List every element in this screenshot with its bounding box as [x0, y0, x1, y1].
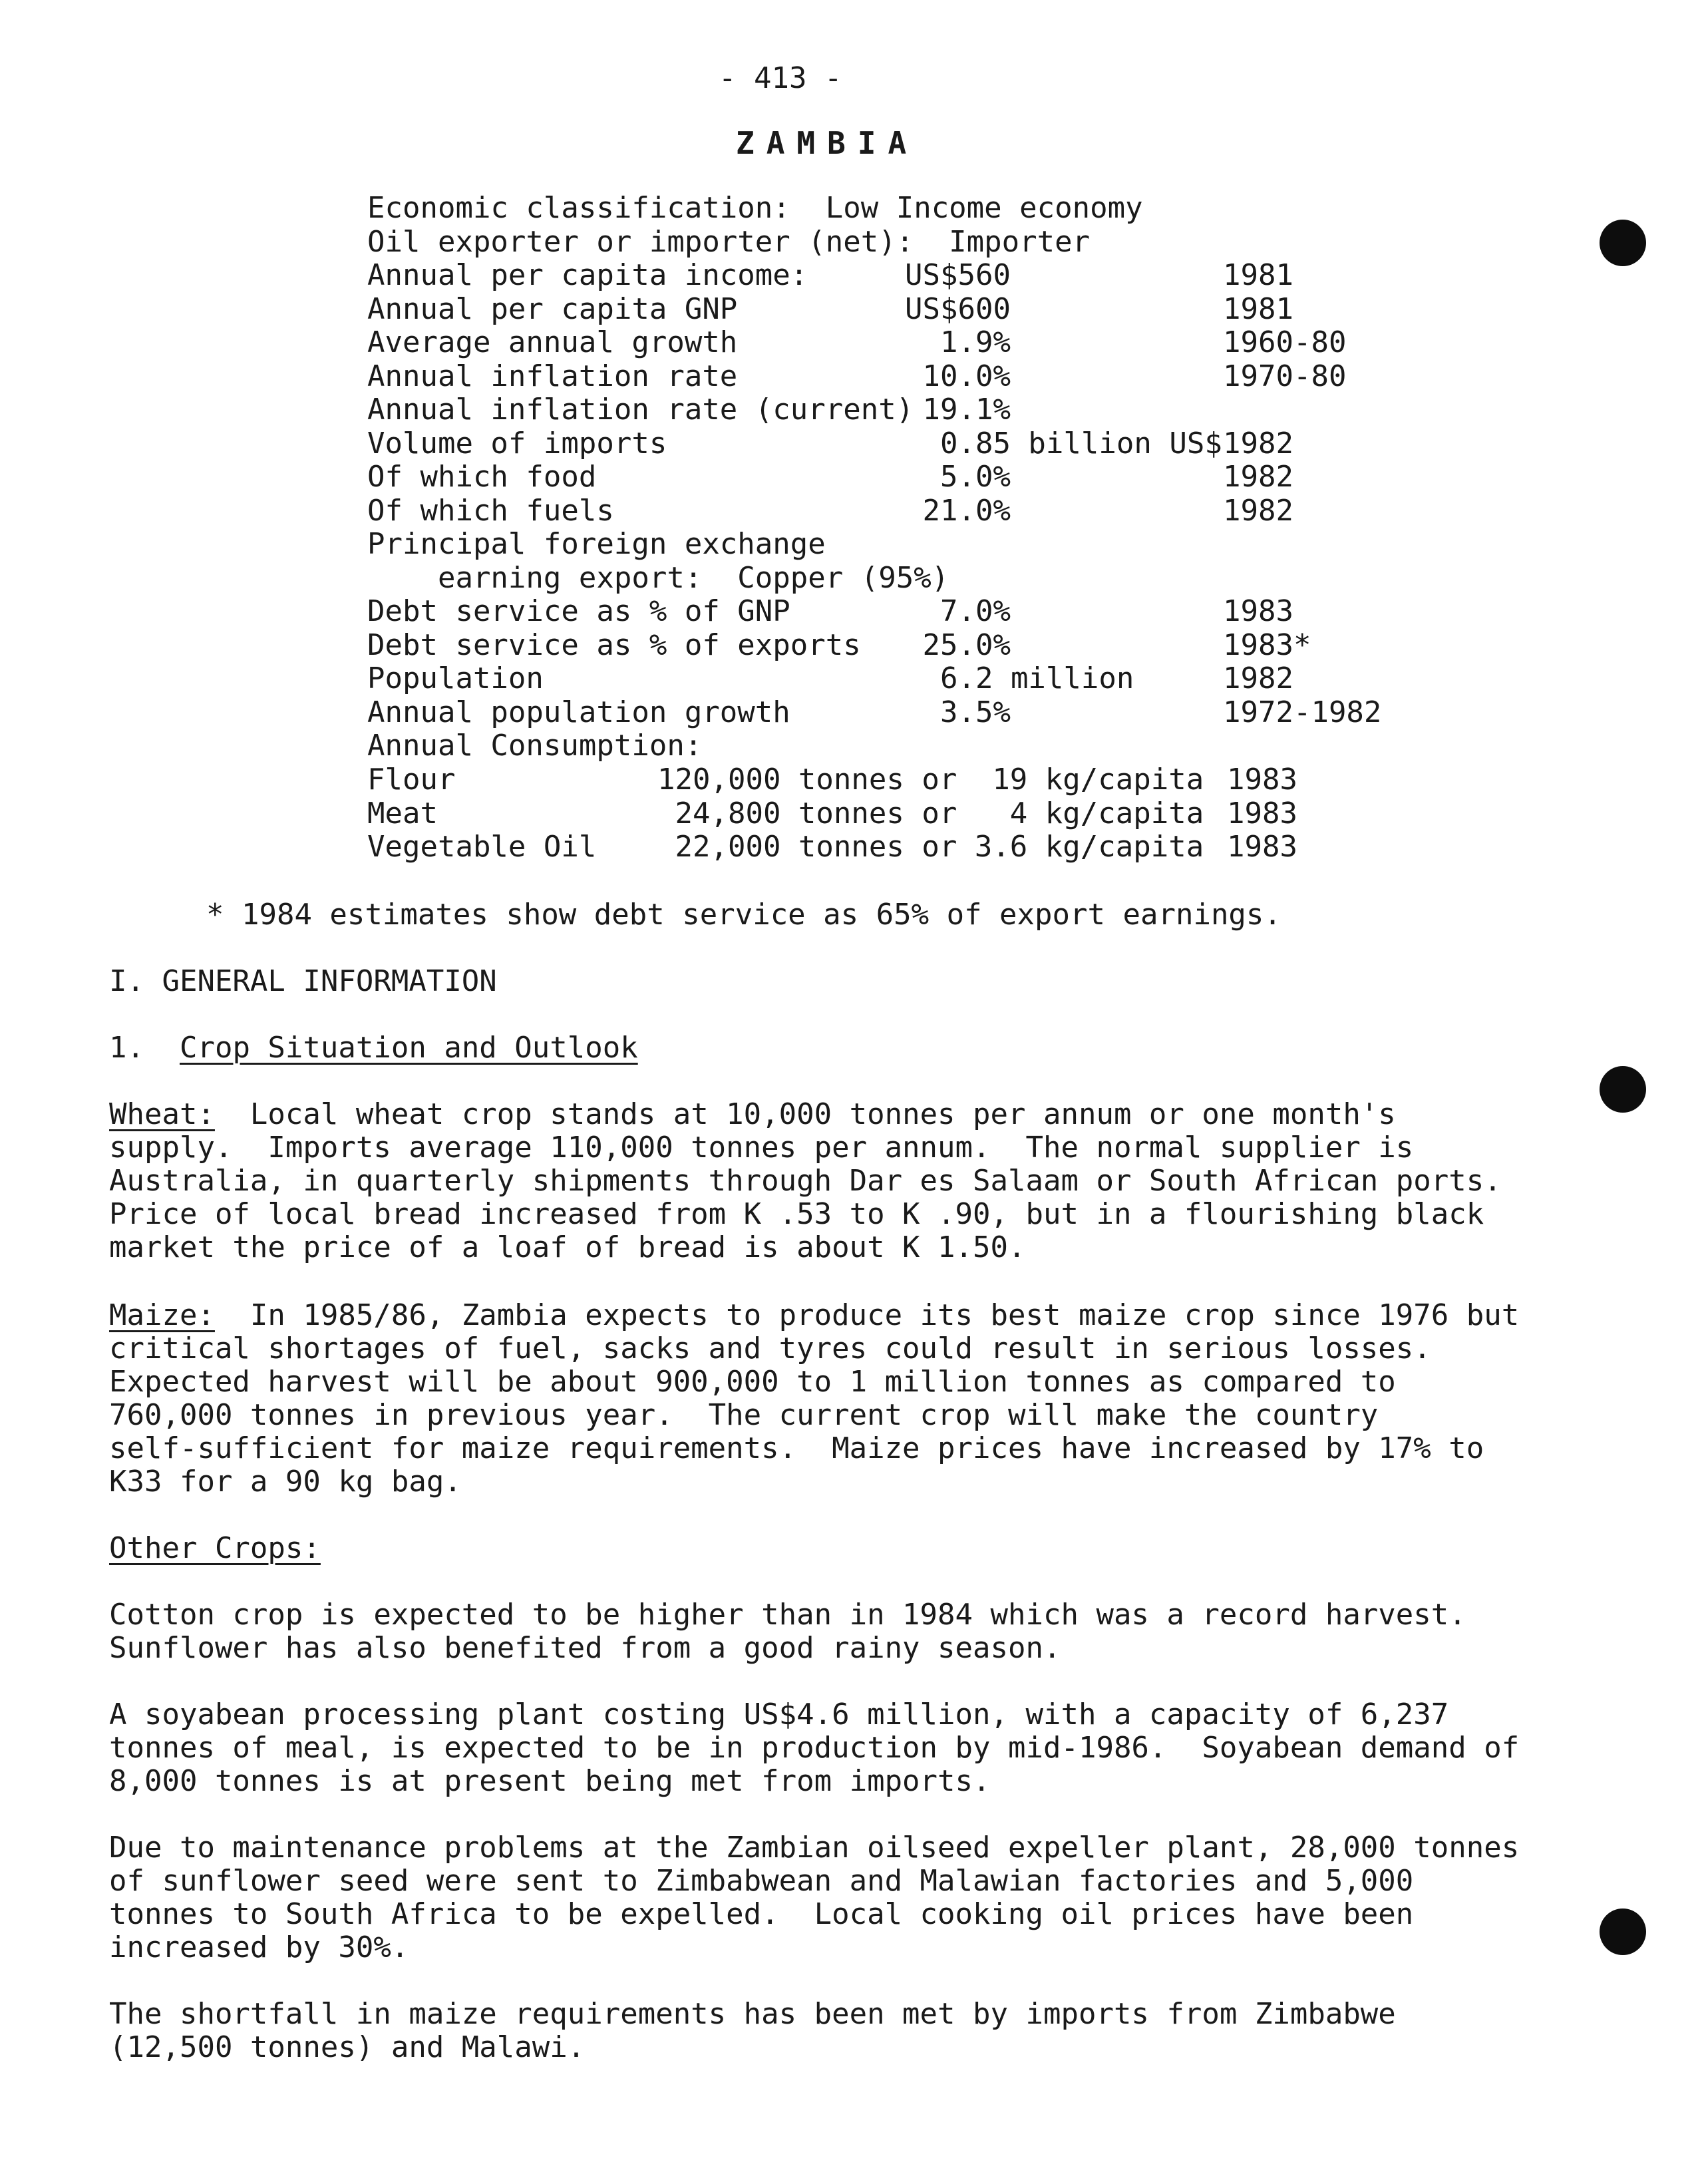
binder-hole-dot — [1600, 1066, 1646, 1113]
paragraph — [109, 1831, 1519, 1964]
paragraph-line: Cotton crop is expected to be higher than in 1984 which was a record harvest. — [109, 1598, 1466, 1632]
paragraph-line: self-sufficient for maize requirements. Maize prices have increased by 17% to — [109, 1431, 1484, 1465]
stat-value: 1.9% — [905, 325, 1011, 359]
stat-value: 3.5% — [905, 695, 1011, 729]
other-crops-heading: Other Crops: — [109, 1531, 321, 1565]
page-number: - 413 - — [719, 61, 842, 95]
paragraph-line: A soyabean processing plant costing US$4.6 million, with a capacity of 6,237 — [109, 1698, 1449, 1731]
maize-paragraph — [109, 1299, 1519, 1499]
stat-value: 0.85 billion US$ — [905, 427, 1222, 460]
paragraph-line: market the price of a loaf of bread is about K 1.50. — [109, 1230, 1026, 1264]
stat-label: earning export: Copper (95%) — [367, 561, 949, 595]
stat-label: Annual per capita GNP — [367, 292, 738, 326]
paragraph-line: tonnes of meal, is expected to be in production by mid-1986. Soyabean demand of — [109, 1731, 1520, 1765]
consumption-item: Vegetable Oil — [367, 830, 597, 864]
paragraph — [109, 1598, 1466, 1665]
paragraph-line: Price of local bread increased from K .53 to K .90, but in a flourishing black — [109, 1197, 1484, 1231]
stat-label: Economic classification: Low Income economy — [367, 191, 1143, 225]
stat-year: 1982 — [1223, 427, 1293, 460]
paragraph-line: 8,000 tonnes is at present being met from imports. — [109, 1764, 991, 1798]
paragraph-line: Australia, in quarterly shipments through Dar es Salaam or South African ports. — [109, 1164, 1502, 1198]
stat-label: Annual Consumption: — [367, 729, 703, 763]
stat-year: 1981 — [1223, 258, 1293, 292]
stat-year: 1960-80 — [1223, 325, 1347, 359]
stat-year: 1970-80 — [1223, 359, 1347, 393]
consumption-item: Meat — [367, 797, 438, 830]
stat-year: 1982 — [1223, 460, 1293, 494]
section-heading: I. GENERAL INFORMATION — [109, 964, 497, 998]
paragraph-line: tonnes to South Africa to be expelled. Local cooking oil prices have been — [109, 1897, 1414, 1931]
binder-hole-dot — [1600, 220, 1646, 266]
stat-label: Of which fuels — [367, 494, 614, 528]
paragraph-line: Due to maintenance problems at the Zambian oilseed expeller plant, 28,000 tonnes — [109, 1831, 1520, 1865]
subsection-number: 1. — [109, 1031, 144, 1065]
stat-label: Volume of imports — [367, 427, 667, 460]
stat-label: Annual population growth — [367, 695, 790, 729]
paragraph-line: Wheat: Local wheat crop stands at 10,000 tonnes per annum or one month's — [109, 1097, 1396, 1131]
paragraph-line: Maize: In 1985/86, Zambia expects to produce its best maize crop since 1976 but — [109, 1298, 1520, 1332]
binder-hole-dot — [1600, 1909, 1646, 1955]
stat-label: Principal foreign exchange — [367, 527, 826, 561]
stat-value: 25.0% — [905, 628, 1011, 662]
stat-value: 6.2 million — [905, 661, 1134, 695]
stat-label: Annual per capita income: — [367, 258, 808, 292]
stat-value: 7.0% — [905, 594, 1011, 628]
wheat-paragraph — [109, 1098, 1502, 1264]
stat-label: Of which food — [367, 460, 597, 494]
footnote: * 1984 estimates show debt service as 65% of export earnings. — [206, 898, 1281, 932]
consumption-year: 1983 — [1227, 763, 1297, 797]
stat-label: Annual inflation rate (current) — [367, 393, 914, 427]
paragraph-line: increased by 30%. — [109, 1930, 409, 1964]
paragraph — [109, 1698, 1519, 1798]
stat-label: Average annual growth — [367, 325, 738, 359]
consumption-item: Flour — [367, 763, 456, 797]
stat-label: Annual inflation rate — [367, 359, 738, 393]
consumption-year: 1983 — [1227, 797, 1297, 830]
consumption-quantity: 22,000 tonnes or 3.6 kg/capita — [657, 830, 1204, 864]
page-title: ZAMBIA — [736, 125, 919, 161]
stat-label: Oil exporter or importer (net): Importer — [367, 225, 1091, 259]
consumption-year: 1983 — [1227, 830, 1297, 864]
paragraph-label: Maize: — [109, 1298, 215, 1332]
stat-year: 1983 — [1223, 594, 1293, 628]
consumption-quantity: 120,000 tonnes or 19 kg/capita — [657, 763, 1204, 797]
stat-year: 1972-1982 — [1223, 695, 1382, 729]
paragraph-line: Sunflower has also benefited from a good rainy season. — [109, 1631, 1061, 1665]
paragraph-label: Wheat: — [109, 1097, 215, 1131]
stat-label: Debt service as % of GNP — [367, 594, 790, 628]
stat-year: 1983* — [1223, 628, 1311, 662]
stat-year: 1981 — [1223, 292, 1293, 326]
paragraph-line: supply. Imports average 110,000 tonnes per annum. The normal supplier is — [109, 1131, 1414, 1165]
paragraph-line: (12,500 tonnes) and Malawi. — [109, 2030, 586, 2064]
stat-value: 21.0% — [905, 494, 1011, 528]
stat-value: 10.0% — [905, 359, 1011, 393]
consumption-quantity: 24,800 tonnes or 4 kg/capita — [657, 797, 1204, 830]
stat-value: 5.0% — [905, 460, 1011, 494]
paragraph-line: critical shortages of fuel, sacks and tyres could result in serious losses. — [109, 1332, 1431, 1365]
subsection-heading — [109, 1031, 638, 1065]
stat-year: 1982 — [1223, 661, 1293, 695]
paragraph-line: K33 for a 90 kg bag. — [109, 1465, 462, 1499]
subsection-title: Crop Situation and Outlook — [179, 1031, 638, 1065]
stat-year: 1982 — [1223, 494, 1293, 528]
paragraph-line: Expected harvest will be about 900,000 to 1 million tonnes as compared to — [109, 1365, 1396, 1399]
paragraph-line: The shortfall in maize requirements has been met by imports from Zimbabwe — [109, 1997, 1396, 2031]
stat-value: US$600 — [905, 292, 1011, 326]
stat-value: 19.1% — [905, 393, 1011, 427]
paragraph-line: 760,000 tonnes in previous year. The current crop will make the country — [109, 1398, 1379, 1432]
stat-value: US$560 — [905, 258, 1011, 292]
paragraph-line: of sunflower seed were sent to Zimbabwean and Malawian factories and 5,000 — [109, 1864, 1414, 1898]
paragraph — [109, 1998, 1396, 2064]
stat-label: Debt service as % of exports — [367, 628, 861, 662]
stat-label: Population — [367, 661, 544, 695]
